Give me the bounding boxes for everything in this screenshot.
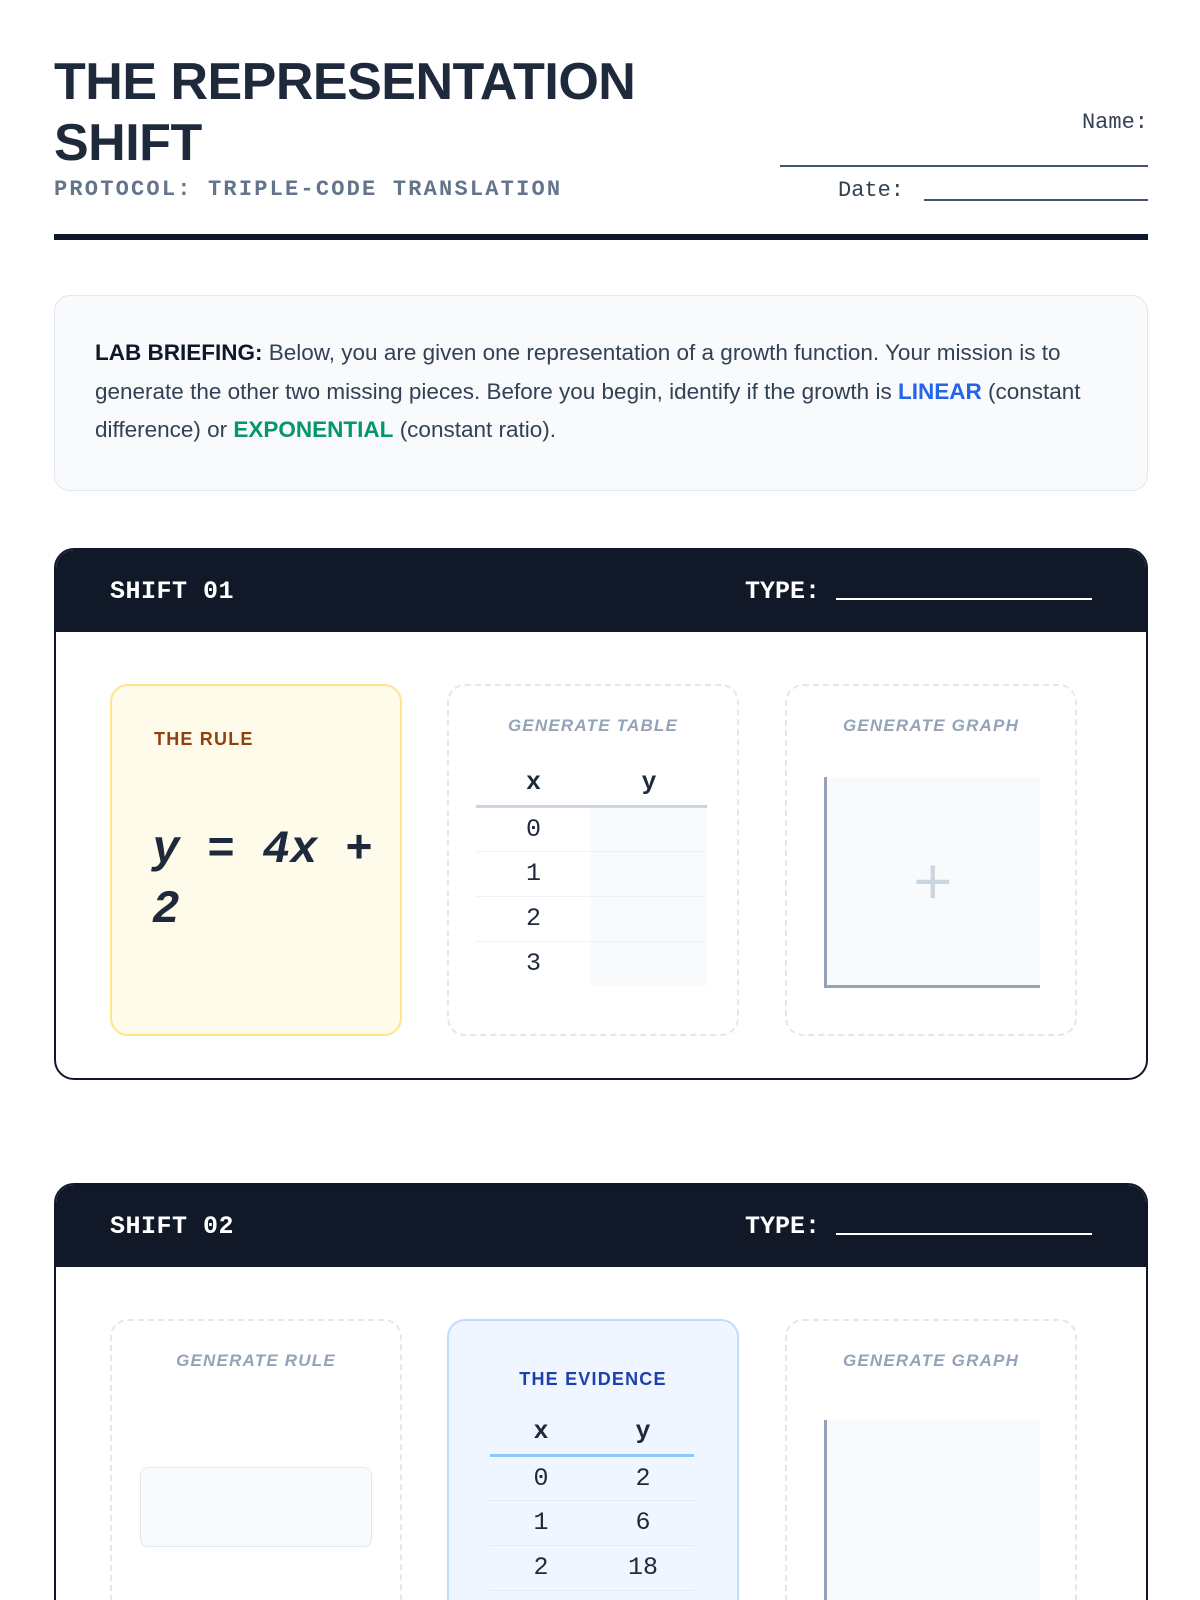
generate-graph-caption: GENERATE GRAPH	[842, 1351, 1020, 1370]
shift-01-type-label: TYPE:	[744, 576, 820, 606]
y-input-cell[interactable]	[591, 941, 707, 986]
briefing-text-2: (constant difference) or	[95, 378, 1081, 442]
x-cell: 2	[525, 904, 541, 933]
rule-input-box[interactable]	[140, 1467, 372, 1547]
exponential-keyword: EXPONENTIAL	[233, 417, 394, 442]
generate-graph-caption: GENERATE GRAPH	[842, 716, 1020, 735]
shift-02-type-field[interactable]	[836, 1233, 1092, 1235]
plus-icon[interactable]: +	[911, 851, 955, 911]
briefing-text-1: Below, you are given one representation of a growth function. Your mission is to generate the other two missing pieces. Before you begin, identify if the growth is	[95, 340, 1061, 404]
shift-02-evidence-card	[447, 1319, 739, 1600]
shift-01-table	[476, 760, 707, 986]
y-input-cell[interactable]	[591, 896, 707, 941]
worksheet-header	[54, 52, 1148, 242]
table-row	[476, 941, 707, 986]
shift-02-type	[745, 1212, 1092, 1241]
shift-01-label: SHIFT 01	[110, 576, 235, 606]
shift-02-table	[490, 1409, 694, 1591]
rule-equation: y = 4x + 2	[152, 824, 373, 936]
evidence-caption: THE EVIDENCE	[519, 1369, 667, 1389]
x-cell: 0	[525, 814, 541, 844]
shift-02-panel	[54, 1183, 1148, 1600]
x-cell: 1	[533, 1508, 549, 1537]
y-input-cell[interactable]	[591, 806, 707, 851]
shift-01-table-card	[447, 684, 739, 1036]
shift-02-header	[56, 1185, 1146, 1267]
x-cell: 1	[525, 859, 541, 888]
generate-rule-caption: GENERATE RULE	[176, 1351, 336, 1370]
generate-table-caption: GENERATE TABLE	[507, 716, 679, 735]
briefing-text-3: (constant ratio).	[393, 417, 557, 442]
graph-area[interactable]	[824, 1420, 1040, 1600]
y-header: y	[635, 1416, 651, 1446]
x-header: x	[533, 1416, 549, 1446]
shift-01-rule-card	[110, 684, 402, 1036]
shift-01-graph-card	[785, 684, 1077, 1036]
x-cell: 0	[533, 1463, 549, 1493]
lab-briefing	[54, 295, 1148, 491]
shift-01-panel	[54, 548, 1148, 1080]
y-header: y	[641, 767, 657, 797]
x-cell: 2	[533, 1553, 549, 1582]
header-divider	[54, 234, 1148, 240]
table-row	[490, 1500, 694, 1545]
date-label: Date:	[838, 178, 905, 203]
rule-caption: THE RULE	[154, 729, 254, 749]
page-title: THE REPRESENTATION SHIFT	[54, 53, 636, 172]
shift-02-rule-card	[110, 1319, 402, 1600]
x-header: x	[525, 767, 541, 797]
shift-02-type-label: TYPE:	[744, 1211, 820, 1241]
shift-02-label: SHIFT 02	[110, 1211, 235, 1241]
table-row	[476, 806, 707, 851]
shift-01-type	[745, 577, 1092, 606]
shift-02-graph-card	[785, 1319, 1077, 1600]
shift-01-type-field[interactable]	[836, 598, 1092, 600]
x-cell: 3	[525, 949, 541, 979]
shift-01-header	[56, 550, 1146, 632]
y-cell: 2	[635, 1463, 651, 1493]
linear-keyword: LINEAR	[897, 378, 982, 404]
page-subtitle: PROTOCOL: TRIPLE-CODE TRANSLATION	[54, 177, 563, 202]
date-field[interactable]	[924, 199, 1148, 201]
name-field[interactable]	[780, 165, 1148, 167]
table-row	[490, 1545, 694, 1590]
y-input-cell[interactable]	[591, 851, 707, 896]
y-cell: 18	[627, 1553, 658, 1582]
y-cell: 6	[635, 1508, 651, 1537]
briefing-lead: LAB BRIEFING:	[95, 340, 263, 365]
name-label: Name:	[1081, 110, 1148, 135]
table-row	[490, 1455, 694, 1500]
table-row	[476, 896, 707, 941]
table-row	[476, 851, 707, 896]
